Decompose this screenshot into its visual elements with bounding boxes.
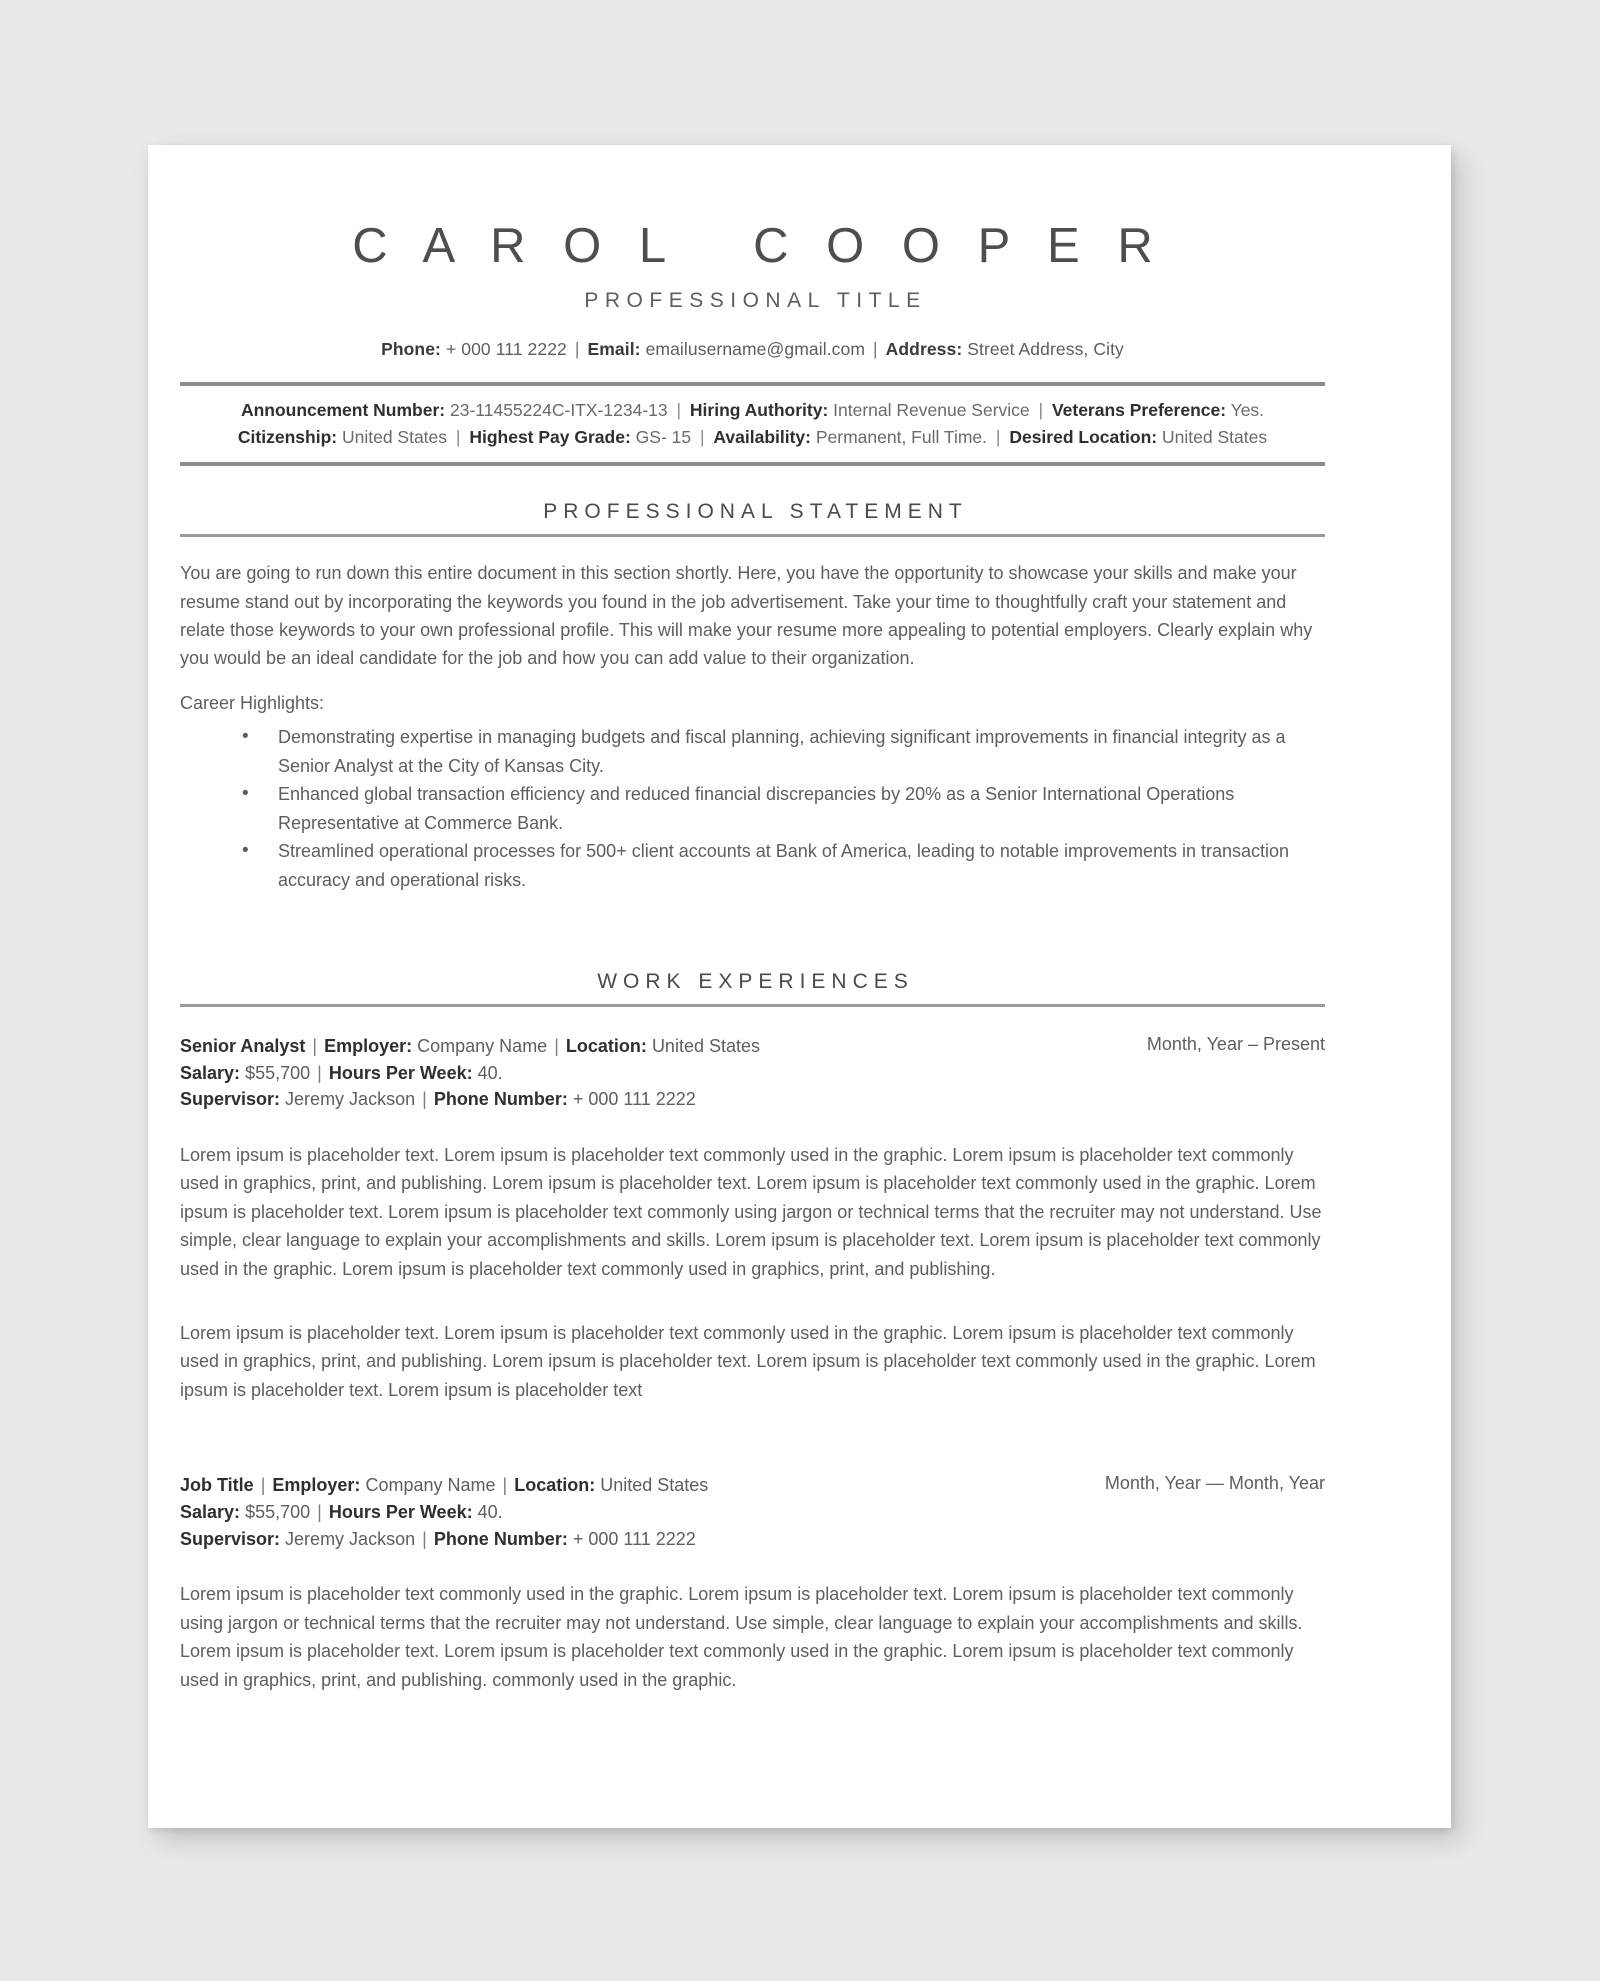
section-divider [180,1004,1325,1007]
section-heading-work-experiences [180,970,1325,1007]
section-heading-label: WORK EXPERIENCES [597,969,914,993]
address-value: Street Address, City [967,338,1124,359]
announcement-number-label: Announcement Number: [240,399,446,420]
federal-info-line-1 [180,397,1325,424]
work-experience-entry [180,1472,1325,1694]
citizenship-value: United States [341,427,448,448]
veterans-preference-value: Yes. [1230,399,1265,420]
job-supervisor-line [180,1526,1325,1553]
hiring-authority-value: Internal Revenue Service [833,399,1030,420]
list-item: • Enhanced global transaction efficiency and reduced financial discrepancies by 20% as a Senior International Operations Representative at Commerce Bank. [242,780,1325,837]
hiring-authority-label: Hiring Authority: [689,399,829,420]
phone-number-value: + 000 111 2222 [572,1089,696,1110]
job-salary-line: Salary: $55,700 | Hours Per Week: 40. [180,1062,503,1083]
supervisor-label: Supervisor: [180,1089,281,1110]
job-header-row [180,1033,1325,1060]
pay-grade-value: GS- 15 [635,427,692,448]
job-salary-line: Salary: $55,700 | Hours Per Week: 40. [180,1501,503,1522]
job-separator-4: | [422,1528,427,1549]
location-value: United States [651,1035,760,1056]
job-description-paragraph: Lorem ipsum is placeholder text. Lorem ipsum is placeholder text commonly used in the graphic. Lorem ipsum is placeholder text commonly used in graphics, print, and publishing. Lorem ipsum is placeholder text. Lorem ipsum is placeholder text commonly used in the graphic. Lorem ipsum is placeholder text. Lorem ipsum is placeholder text commonly using jargon or technical terms that the recruiter may not understand. Use simple, clear language to explain your accomplishments and skills. Lorem ipsum is placeholder text. Lorem ipsum is placeholder text commonly used in the graphic. Lorem ipsum is placeholder text commonly used in graphics, print, and publishing. [180,1144,1322,1279]
section-heading-professional-statement [180,500,1325,537]
job-title: Senior Analyst [180,1035,306,1056]
phone-number-label: Phone Number: [433,1528,568,1549]
job-supervisor-line [180,1086,1325,1113]
employer-label: Employer: [324,1035,413,1056]
job-description-paragraph: Lorem ipsum is placeholder text commonly used in the graphic. Lorem ipsum is placeholder text. Lorem ipsum is placeholder text commonly using jargon or technical terms that the recruiter may not understand. Use simple, clear language to explain your accomplishments and skills. Lorem ipsum is placeholder text. Lorem ipsum is placeholder text commonly used in the graphic. Lorem ipsum is placeholder text commonly used in graphics, print, and publishing. commonly used in the graphic. [180,1584,1303,1690]
hours-label: Hours Per Week [328,1501,467,1522]
section-spacer [180,894,1325,936]
contact-separator-1: | [574,338,580,359]
pay-grade-label: Highest Pay Grade: [469,427,631,448]
email-label: Email: [587,338,641,359]
resume-page-shadow [148,145,1451,1828]
location-label: Location: [514,1475,596,1496]
job-dates: Month, Year — Month, Year [1104,1473,1325,1494]
supervisor-value: Jeremy Jackson [285,1089,416,1110]
job-separator-3: | [317,1062,322,1083]
federal-separator-2: | [1038,399,1044,420]
email-value: emailusername@gmail.com [645,338,866,359]
job-separator-1: | [260,1475,266,1496]
citizenship-label: Citizenship: [237,427,338,448]
job-separator-3: | [317,1501,322,1522]
professional-statement-paragraph: You are going to run down this entire document in this section shortly. Here, you have the opportunity to showcase your skills and make your resume stand out by incorporating the keywords you found in the job advertisement. Take your time to thoughtfully craft your statement and relate those keywords to your own professional profile. This will make your resume more appealing to potential employers. Clearly explain why you would be an ideal candidate for the job and how you can add value to their organization. [180,563,1313,669]
career-highlights-list [180,723,1325,894]
federal-info-block [180,382,1325,466]
job-separator-4: | [422,1089,427,1110]
job-title-line [180,1033,1147,1060]
federal-separator-1: | [676,399,682,420]
job-title-line [180,1472,1105,1499]
desired-location-value: United States [1162,427,1268,448]
address-label: Address: [885,338,963,359]
list-item: • Streamlined operational processes for 500+ client accounts at Bank of America, leading to notable improvements in transaction accuracy and operational risks. [242,837,1325,894]
supervisor-value: Jeremy Jackson [285,1528,416,1549]
salary-value: $55,700 [245,1062,311,1083]
availability-value: Permanent, Full Time. [815,427,988,448]
work-experience-entry [180,1033,1325,1404]
career-highlights-label: Career Highlights: [180,692,325,713]
phone-label: Phone: [381,338,441,359]
contact-separator-2: | [873,338,878,359]
location-label: Location: [565,1035,647,1056]
section-heading-label: PROFESSIONAL STATEMENT [543,500,968,524]
federal-separator-3: | [455,427,461,448]
resume-content [180,145,1325,1694]
hours-value: 40. [477,1062,503,1083]
section-divider [180,534,1325,537]
announcement-number-value: 23-11455224C-ITX-1234-13 [450,399,668,420]
availability-label: Availability: [713,427,811,448]
job-separator-2: | [554,1035,559,1056]
phone-value: + 000 111 2222 [445,338,567,359]
contact-line [180,339,1325,360]
job-separator-1: | [312,1035,318,1056]
employer-value: Company Name [365,1475,496,1496]
salary-label: Salary: [180,1501,241,1522]
location-value: United States [600,1475,709,1496]
employer-label: Employer: [272,1475,361,1496]
professional-title: PROFESSIONAL TITLE [584,288,927,312]
federal-info-line-2 [180,424,1325,451]
desired-location-label: Desired Location: [1009,427,1158,448]
job-dates: Month, Year – Present [1146,1033,1325,1054]
job-title: Job Title [180,1475,254,1496]
hours-value: 40. [477,1501,503,1522]
hours-label: Hours Per Week [328,1062,467,1083]
list-item: • Demonstrating expertise in managing budgets and fiscal planning, achieving significant improvements in financial integrity as a Senior Analyst at the City of Kansas City. [242,723,1325,780]
job-header-row [180,1472,1325,1499]
salary-label: Salary: [180,1062,241,1083]
veterans-preference-label: Veterans Preference: [1051,399,1227,420]
supervisor-label: Supervisor: [180,1528,281,1549]
page-title: C A R O L C O O P E R [352,219,1165,273]
resume-sheet [148,145,1451,1828]
job-description-paragraph: Lorem ipsum is placeholder text. Lorem ipsum is placeholder text commonly used in the graphic. Lorem ipsum is placeholder text commonly used in graphics, print, and publishing. Lorem ipsum is placeholder text. Lorem ipsum is placeholder text commonly used in the graphic. Lorem ipsum is placeholder text. Lorem ipsum is placeholder text [180,1323,1316,1400]
employer-value: Company Name [417,1035,548,1056]
federal-separator-5: | [995,427,1001,448]
phone-number-label: Phone Number: [433,1089,568,1110]
job-spacer [180,1404,1325,1446]
salary-value: $55,700 [245,1501,311,1522]
phone-number-value: + 000 111 2222 [572,1528,696,1549]
federal-separator-4: | [699,427,705,448]
job-separator-2: | [502,1475,508,1496]
